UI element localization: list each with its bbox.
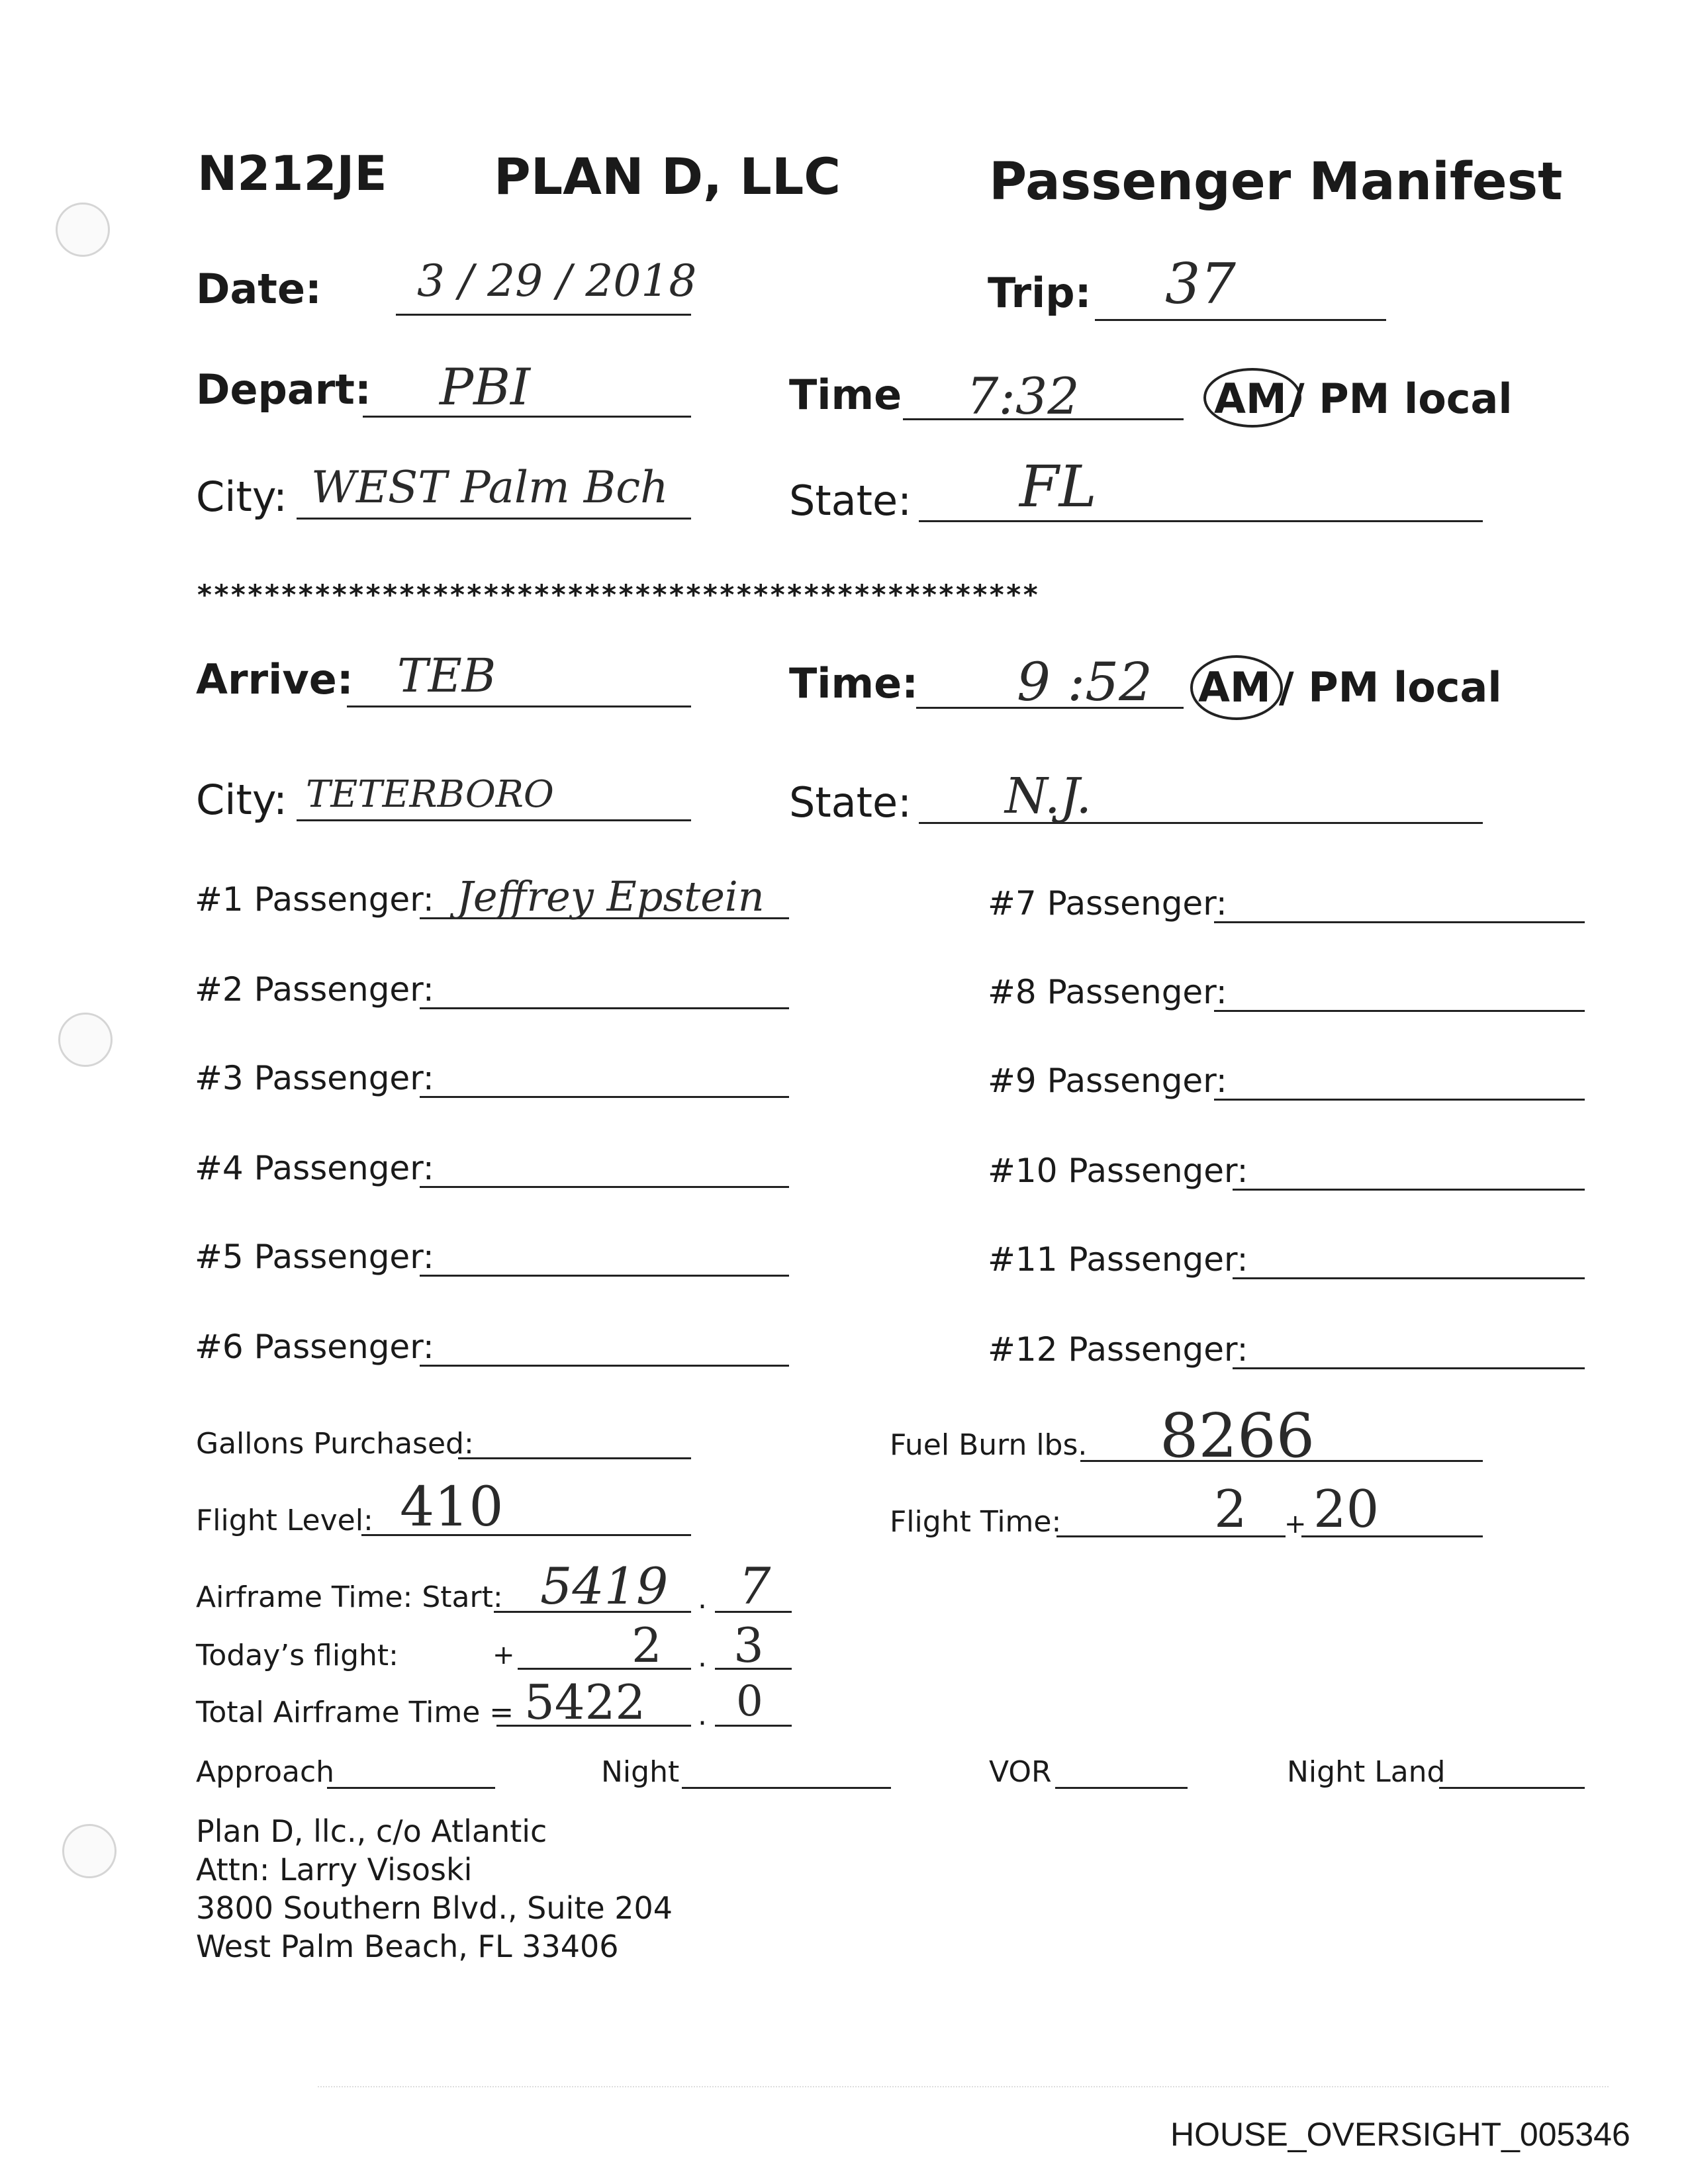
trip-line — [1095, 319, 1386, 321]
flight-time-plus: + — [1284, 1509, 1307, 1539]
total-airframe-dot: . — [698, 1698, 707, 1732]
flight-time-minutes: 20 — [1313, 1480, 1380, 1539]
vor-line — [1055, 1787, 1188, 1789]
arrive-state-value: N.J. — [1005, 768, 1092, 825]
separator-asterisks: ************************************************** — [197, 578, 1041, 611]
depart-pm-local: / PM local — [1289, 375, 1513, 423]
todays-flight-whole: 2 — [632, 1617, 662, 1673]
depart-city-line — [297, 518, 691, 520]
passenger-11-line — [1233, 1277, 1585, 1279]
passenger-3-line — [420, 1096, 789, 1098]
arrive-city-line — [297, 819, 691, 821]
binder-hole-middle — [58, 1013, 113, 1067]
fuel-burn-label: Fuel Burn lbs. — [890, 1428, 1088, 1462]
arrive-state-label: State: — [789, 778, 912, 827]
vor-label: VOR — [989, 1755, 1052, 1789]
total-airframe-dec: 0 — [736, 1677, 763, 1726]
depart-time-value: 7:32 — [966, 367, 1080, 426]
total-airframe-label: Total Airframe Time = — [196, 1696, 514, 1729]
night-land-label: Night Land — [1287, 1755, 1446, 1789]
passenger-6-line — [420, 1365, 789, 1367]
night-line — [682, 1787, 891, 1789]
flight-time-hours-line — [1056, 1535, 1286, 1537]
todays-flight-dec: 3 — [733, 1617, 764, 1673]
passenger-9-line — [1214, 1099, 1585, 1101]
arrive-state-line — [919, 822, 1483, 824]
airframe-start-dot: . — [698, 1582, 707, 1615]
flight-time-label: Flight Time: — [890, 1505, 1062, 1539]
depart-state-label: State: — [789, 477, 912, 525]
passenger-5-label: #5 Passenger: — [195, 1238, 434, 1276]
address-line-4: West Palm Beach, FL 33406 — [196, 1929, 619, 1964]
arrive-pm-local: / PM local — [1279, 663, 1502, 711]
depart-label: Depart: — [196, 365, 371, 414]
arrive-line — [347, 705, 691, 707]
passenger-12-line — [1233, 1367, 1585, 1369]
airframe-start-dec: 7 — [739, 1557, 771, 1615]
passenger-1-label: #1 Passenger: — [195, 880, 434, 919]
passenger-2-label: #2 Passenger: — [195, 970, 434, 1009]
address-line-1: Plan D, llc., c/o Atlantic — [196, 1813, 547, 1849]
passenger-7-line — [1214, 921, 1585, 923]
night-land-line — [1439, 1787, 1585, 1789]
flight-level-value: 410 — [400, 1476, 504, 1539]
flight-level-label: Flight Level: — [196, 1504, 373, 1537]
depart-value: PBI — [440, 357, 531, 416]
trip-value: 37 — [1165, 251, 1236, 316]
passenger-12-label: #12 Passenger: — [988, 1330, 1248, 1369]
passenger-1-value: Jeffrey Epstein — [457, 872, 765, 921]
page-edge-shadow — [318, 2086, 1609, 2087]
total-airframe-whole: 5422 — [524, 1674, 646, 1730]
depart-city-value: WEST Palm Bch — [311, 462, 669, 513]
depart-state-value: FL — [1019, 454, 1097, 520]
depart-time-label: Time — [789, 371, 902, 419]
arrive-time-value: 9 :52 — [1017, 651, 1153, 713]
address-line-3: 3800 Southern Blvd., Suite 204 — [196, 1890, 673, 1926]
arrive-label: Arrive: — [196, 655, 353, 704]
todays-flight-label: Today’s flight: — [196, 1639, 399, 1672]
passenger-4-line — [420, 1186, 789, 1188]
passenger-11-label: #11 Passenger: — [988, 1240, 1248, 1279]
tail-number: N212JE — [197, 146, 387, 201]
arrive-city-value: TETERBORO — [306, 773, 554, 816]
arrive-time-label: Time: — [789, 659, 918, 707]
gallons-purchased-line — [458, 1457, 691, 1459]
passenger-4-label: #4 Passenger: — [195, 1149, 434, 1187]
approach-label: Approach — [196, 1755, 335, 1789]
passenger-10-label: #10 Passenger: — [988, 1152, 1248, 1190]
passenger-8-label: #8 Passenger: — [988, 973, 1227, 1011]
depart-am: AM — [1214, 375, 1287, 423]
bates-stamp: HOUSE_OVERSIGHT_005346 — [1170, 2116, 1630, 2153]
passenger-6-label: #6 Passenger: — [195, 1328, 434, 1366]
passenger-7-label: #7 Passenger: — [988, 884, 1227, 923]
arrive-value: TEB — [397, 649, 496, 703]
night-label: Night — [601, 1755, 680, 1789]
passenger-9-label: #9 Passenger: — [988, 1062, 1227, 1100]
date-value: 3 / 29 / 2018 — [417, 255, 697, 306]
gallons-purchased-label: Gallons Purchased: — [196, 1427, 474, 1461]
airframe-start-whole: 5419 — [540, 1557, 669, 1615]
date-label: Date: — [196, 265, 322, 313]
depart-state-line — [919, 520, 1483, 522]
address-line-2: Attn: Larry Visoski — [196, 1852, 473, 1888]
binder-hole-bottom — [62, 1824, 117, 1878]
approach-line — [327, 1787, 495, 1789]
todays-flight-whole-line — [518, 1668, 691, 1670]
trip-label: Trip: — [988, 269, 1092, 317]
depart-city-label: City: — [196, 473, 287, 521]
todays-flight-plus: + — [492, 1640, 515, 1670]
passenger-2-line — [420, 1007, 789, 1009]
binder-hole-top — [56, 203, 110, 257]
flight-time-hours: 2 — [1214, 1480, 1247, 1539]
page-title: Passenger Manifest — [989, 152, 1563, 212]
date-line — [396, 314, 691, 316]
todays-flight-dot: . — [698, 1640, 707, 1674]
company-name: PLAN D, LLC — [494, 147, 841, 206]
airframe-start-label: Airframe Time: Start: — [196, 1580, 503, 1614]
passenger-8-line — [1214, 1010, 1585, 1012]
passenger-10-line — [1233, 1189, 1585, 1191]
passenger-3-label: #3 Passenger: — [195, 1059, 434, 1097]
fuel-burn-value: 8266 — [1160, 1400, 1315, 1471]
arrive-city-label: City: — [196, 776, 287, 824]
arrive-am: AM — [1198, 663, 1271, 711]
passenger-5-line — [420, 1275, 789, 1277]
